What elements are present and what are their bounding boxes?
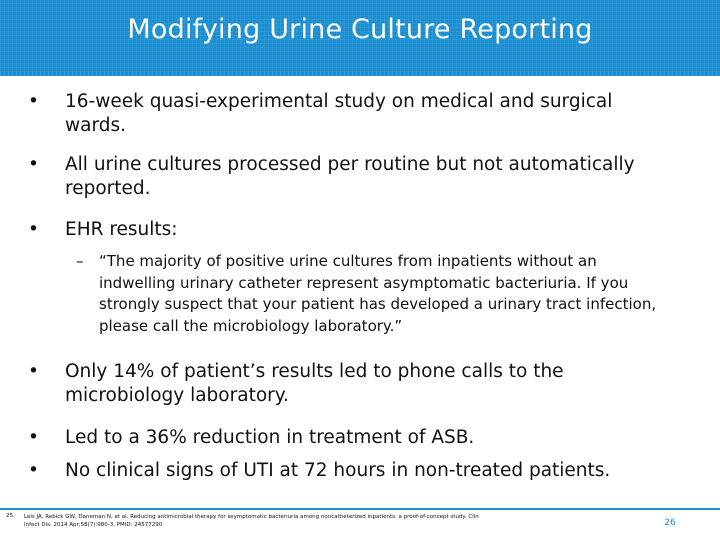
bullet-text: EHR results: <box>65 219 178 240</box>
title-bar <box>0 0 720 76</box>
sub-bullet-quote <box>76 251 676 337</box>
sub-bullet-marker: – <box>76 252 84 270</box>
bullet-processing <box>28 153 678 201</box>
sub-bullet-text: “The majority of positive urine cultures from inpatients without an indwelling urinary catheter represent asymptomatic bacteriuria. If you strongly suspect that your patient has developed a urinary tract infection, please call the microbiology laboratory.” <box>99 252 657 335</box>
page-number: 26 <box>664 518 676 528</box>
bullet-text: No clinical signs of UTI at 72 hours in non-treated patients. <box>65 460 611 481</box>
bullet-marker: • <box>28 361 39 382</box>
bullet-phone-calls <box>28 360 678 408</box>
bullet-marker: • <box>28 427 39 448</box>
bullet-study-design <box>28 90 678 138</box>
bullet-marker: • <box>28 460 39 481</box>
reference-number: 25. <box>6 513 15 519</box>
slide-title: Modifying Urine Culture Reporting <box>127 14 593 45</box>
bullet-marker: • <box>28 219 39 240</box>
bullet-no-signs <box>28 459 678 483</box>
bullet-text: Led to a 36% reduction in treatment of ASB. <box>65 427 475 448</box>
bullet-marker: • <box>28 154 39 175</box>
bullet-ehr-results <box>28 218 678 242</box>
bullet-marker: • <box>28 91 39 112</box>
bullet-text: All urine cultures processed per routine but not automatically reported. <box>65 154 635 199</box>
reference-citation: Leis JA, Rebick GW, Daneman N, et al. Reducing antimicrobial therapy for asymptomatic bacteriuria among noncatheterized inpatients: a proof-of-concept study. Clin Infect Dis. 2014 Apr;58(7):980-3. PMID: 24577290. <box>24 514 479 528</box>
bullet-text: Only 14% of patient’s results led to phone calls to the microbiology laboratory. <box>65 361 564 406</box>
bullet-reduction <box>28 426 678 450</box>
bullet-text: 16-week quasi-experimental study on medical and surgical wards. <box>65 91 613 136</box>
